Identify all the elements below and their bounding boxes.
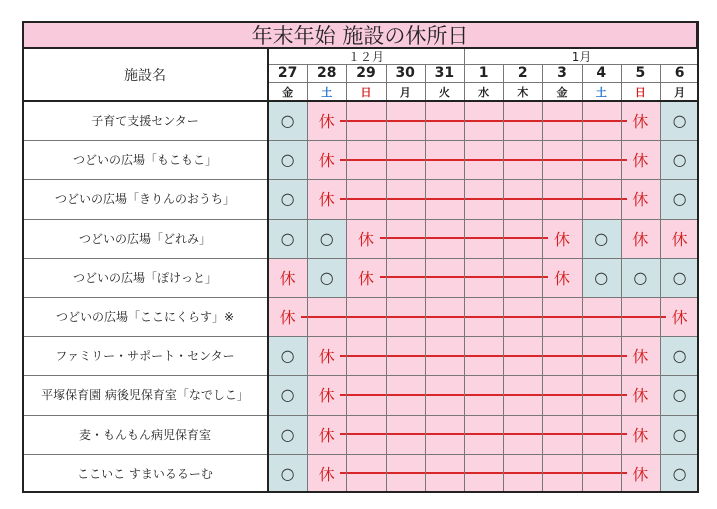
table-bottom-border [22, 491, 699, 493]
closed-period-line [340, 159, 626, 161]
closed-day-cell: 休 [621, 415, 660, 454]
closed-day-cell: 休 [307, 179, 346, 218]
row-divider [22, 140, 699, 141]
day-number: 31 [434, 65, 455, 81]
closed-day-cell: 休 [307, 101, 346, 140]
open-day-cell: ○ [268, 140, 307, 179]
facility-name: 子育て支援センター [91, 114, 199, 129]
closed-day-cell: 休 [660, 219, 699, 258]
closed-day-cell: 休 [621, 454, 660, 493]
closed-day-cell: 休 [621, 101, 660, 140]
name-column-border [267, 49, 269, 493]
open-day-cell: ○ [582, 258, 621, 297]
day-number: 1 [478, 65, 489, 81]
facility-name: ファミリー・サポート・センター [55, 349, 235, 364]
header-bottom-border [22, 100, 699, 102]
month-row-divider [268, 64, 699, 65]
column-divider [386, 64, 387, 493]
row-divider [22, 219, 699, 220]
open-day-cell: ○ [268, 179, 307, 218]
weekday-label: 金 [556, 85, 568, 99]
day-number: 5 [635, 65, 646, 81]
weekday-label: 月 [399, 85, 411, 99]
day-number: 2 [517, 65, 528, 81]
facility-name: つどいの広場「ここにくらす」※ [55, 310, 235, 325]
day-number: 3 [557, 65, 567, 81]
closed-day-cell: 休 [542, 219, 581, 258]
row-divider [22, 336, 699, 337]
row-divider [22, 297, 699, 298]
facility-name: ここいこ すまいるるーむ [77, 466, 213, 481]
closed-period-line [340, 394, 626, 396]
closed-day-cell: 休 [542, 258, 581, 297]
closed-day-cell: 休 [307, 415, 346, 454]
column-divider [621, 64, 622, 493]
closed-day-cell: 休 [307, 336, 346, 375]
facility-name: 平塚保育園 病後児保育室「なでしこ」 [41, 388, 249, 403]
closed-day-cell: 休 [346, 219, 385, 258]
closed-day-cell: 休 [268, 297, 307, 336]
open-day-cell: ○ [660, 336, 699, 375]
facility-name: つどいの広場「もこもこ」 [72, 153, 217, 168]
facility-name: つどいの広場「きりんのおうち」 [54, 192, 235, 207]
facility-column-header: 施設名 [124, 68, 166, 84]
weekday-label: 月 [674, 85, 686, 99]
weekday-label: 日 [634, 85, 646, 99]
column-divider [660, 64, 661, 493]
day-row-divider [268, 82, 699, 83]
closed-period-line [301, 316, 666, 318]
weekday-label: 水 [478, 85, 490, 99]
facility-name: つどいの広場「ぽけっと」 [72, 270, 217, 285]
weekday-label: 火 [438, 85, 450, 99]
closed-day-cell: 休 [307, 140, 346, 179]
closed-period-line [340, 433, 626, 435]
row-divider [22, 375, 699, 376]
page-title: 年末年始 施設の休所日 [22, 21, 698, 49]
open-day-cell: ○ [660, 375, 699, 414]
open-day-cell: ○ [268, 415, 307, 454]
closed-day-cell: 休 [660, 297, 699, 336]
facility-name: 麦・もんもん病児保育室 [78, 427, 211, 442]
closed-period-line [340, 355, 626, 357]
open-day-cell: ○ [268, 375, 307, 414]
open-day-cell: ○ [268, 219, 307, 258]
day-number: 6 [674, 65, 685, 81]
month-header: 1月 [571, 50, 592, 64]
weekday-label: 日 [360, 85, 372, 99]
facility-name: つどいの広場「どれみ」 [78, 231, 211, 246]
closed-day-cell: 休 [621, 336, 660, 375]
open-day-cell: ○ [660, 258, 699, 297]
open-day-cell: ○ [660, 179, 699, 218]
day-number: 30 [395, 65, 415, 81]
table-left-border [22, 21, 24, 493]
row-divider [22, 415, 699, 416]
open-day-cell: ○ [660, 101, 699, 140]
closed-day-cell: 休 [621, 219, 660, 258]
open-day-cell: ○ [582, 219, 621, 258]
row-divider [22, 454, 699, 455]
month-divider [464, 49, 465, 64]
month-header: １２月 [347, 50, 384, 64]
row-divider [22, 179, 699, 180]
row-divider [22, 258, 699, 259]
column-divider [425, 64, 426, 493]
weekday-label: 金 [282, 85, 294, 99]
column-divider [346, 64, 347, 493]
closed-day-cell: 休 [621, 179, 660, 218]
open-day-cell: ○ [621, 258, 660, 297]
closed-day-cell: 休 [621, 140, 660, 179]
open-day-cell: ○ [268, 454, 307, 493]
open-day-cell: ○ [268, 336, 307, 375]
weekday-label: 土 [321, 85, 333, 99]
weekday-label: 木 [517, 85, 529, 99]
closed-period-line [340, 198, 626, 200]
column-divider [542, 64, 543, 493]
closed-day-cell: 休 [307, 375, 346, 414]
closed-day-cell: 休 [621, 375, 660, 414]
column-divider [307, 64, 308, 493]
day-number: 4 [596, 65, 607, 81]
closed-day-cell: 休 [346, 258, 385, 297]
column-divider [582, 64, 583, 493]
table-right-border [697, 21, 699, 493]
open-day-cell: ○ [268, 101, 307, 140]
day-number: 27 [277, 65, 298, 81]
day-number: 29 [356, 65, 376, 81]
open-day-cell: ○ [660, 454, 699, 493]
open-day-cell: ○ [660, 415, 699, 454]
open-day-cell: ○ [307, 258, 346, 297]
day-number: 28 [317, 65, 337, 81]
open-day-cell: ○ [660, 140, 699, 179]
column-divider [464, 64, 465, 493]
weekday-label: 土 [595, 85, 607, 99]
column-divider [503, 64, 504, 493]
closed-day-cell: 休 [268, 258, 307, 297]
closed-day-cell: 休 [307, 454, 346, 493]
open-day-cell: ○ [307, 219, 346, 258]
closed-period-line [340, 472, 626, 474]
closed-period-line [340, 120, 626, 122]
